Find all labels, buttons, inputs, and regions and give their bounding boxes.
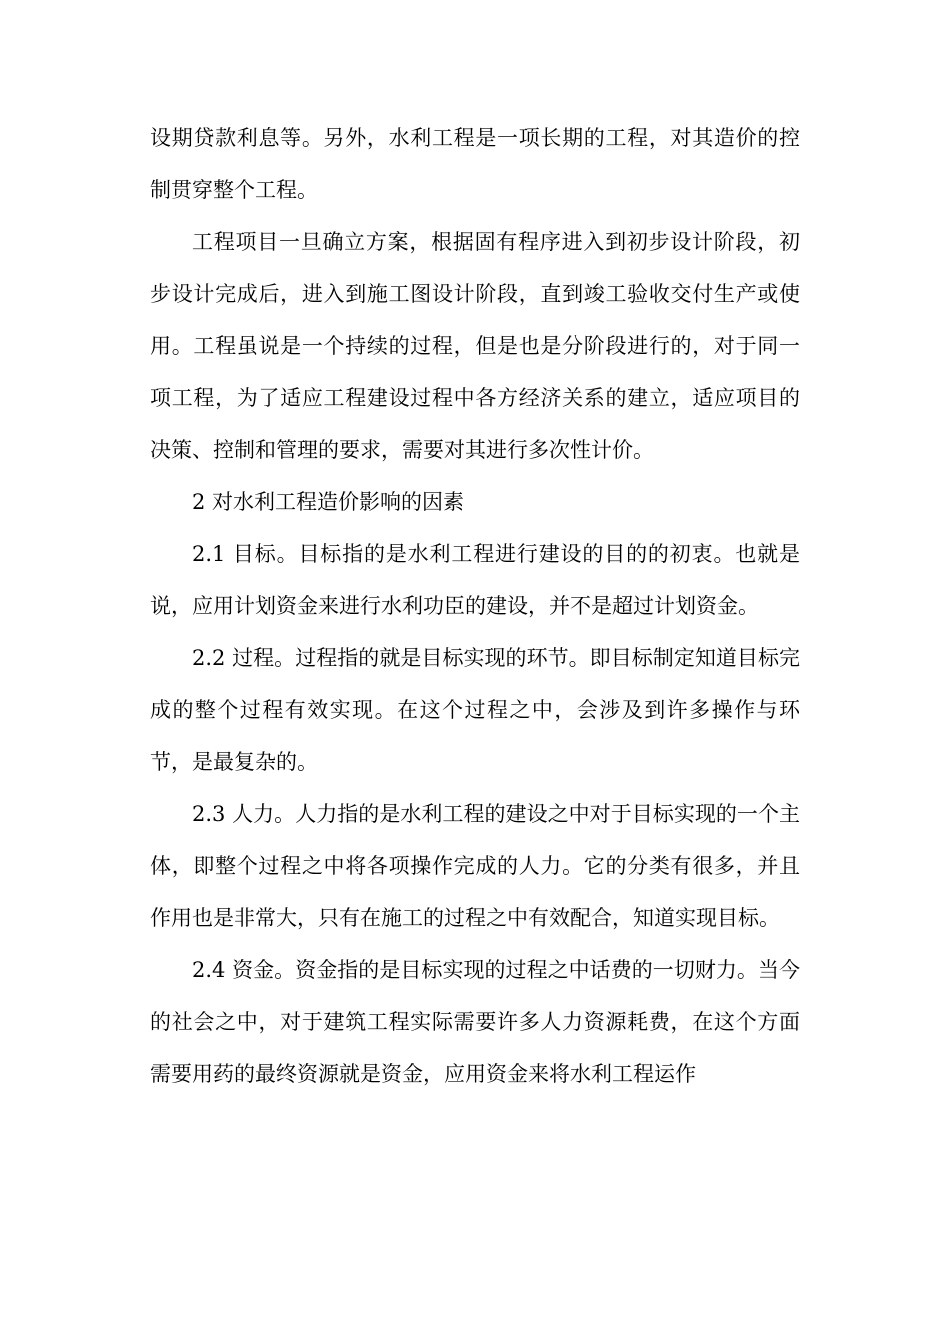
document-body: [150, 112, 800, 1100]
section-heading-factors: 2 对水利工程造价影响的因素: [192, 490, 465, 514]
paragraph-funds: 2.4 资金。资金指的是目标实现的过程之中话费的一切财力。当今的社会之中，对于建筑工程实际需要许多人力资源耗费，在这个方面需要用药的最终资源就是资金，应用资金来将水利工程运作: [150, 958, 800, 1086]
paragraph-continuation: 设期贷款利息等。另外，水利工程是一项长期的工程，对其造价的控制贯穿整个工程。: [150, 126, 800, 202]
paragraph-project-stages: 工程项目一旦确立方案，根据固有程序进入到初步设计阶段，初步设计完成后，进入到施工图设计阶段，直到竣工验收交付生产或使用。工程虽说是一个持续的过程，但是也是分阶段进行的，对于同一项工程，为了适应工程建设过程中各方经济关系的建立，适应项目的决策、控制和管理的要求，需要对其进行多次性计价。: [150, 230, 800, 462]
paragraph-manpower: 2.3 人力。人力指的是水利工程的建设之中对于目标实现的一个主体，即整个过程之中将各项操作完成的人力。它的分类有很多，并且作用也是非常大，只有在施工的过程之中有效配合，知道实现目标。: [150, 802, 800, 930]
paragraph-goal: 2.1 目标。目标指的是水利工程进行建设的目的的初衷。也就是说，应用计划资金来进行水利功臣的建设，并不是超过计划资金。: [150, 542, 800, 618]
paragraph-process: 2.2 过程。过程指的就是目标实现的环节。即目标制定知道目标完成的整个过程有效实现。在这个过程之中，会涉及到许多操作与环节，是最复杂的。: [150, 646, 800, 774]
